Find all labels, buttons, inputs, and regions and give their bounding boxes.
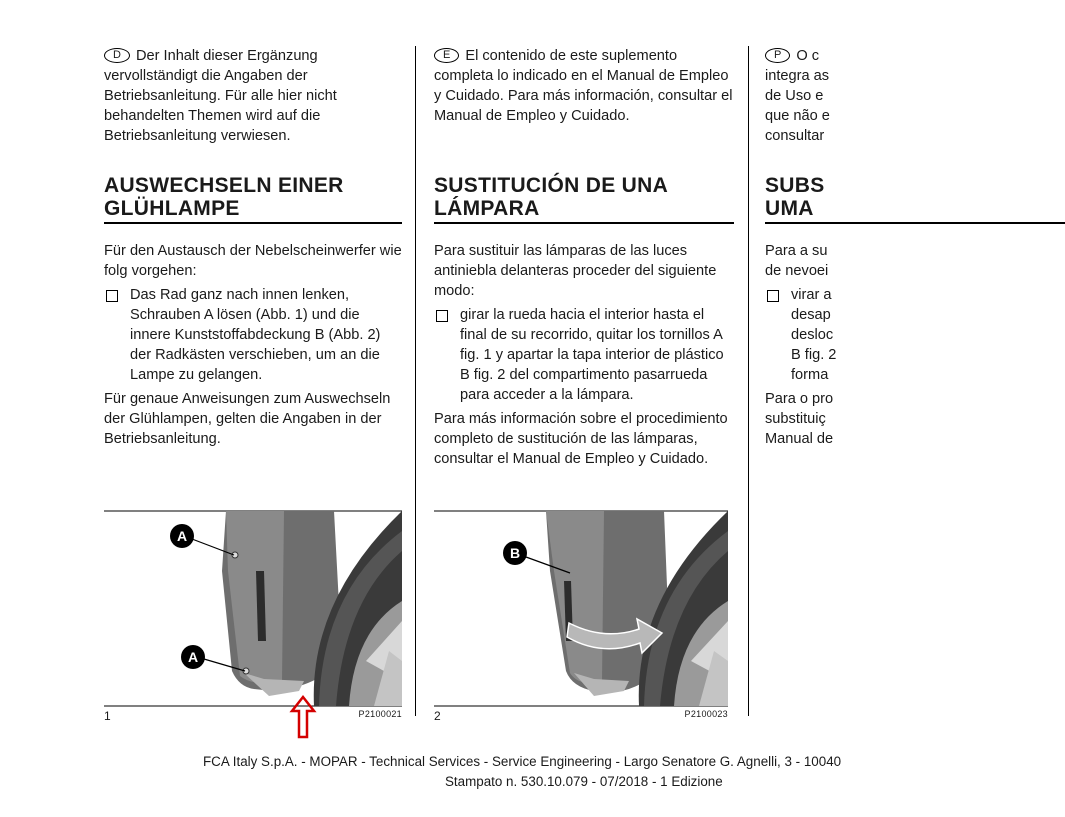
section-body	[104, 241, 402, 453]
callout-label: A	[187, 649, 199, 665]
callout-label: B	[509, 545, 521, 561]
column-portuguese	[765, 46, 1065, 447]
footer-print-line: Stampato n. 530.10.079 - 07/2018 - 1 Edizione	[445, 774, 723, 789]
intro-text: P O c integra as de Uso e que não e consultar	[765, 48, 830, 144]
figure-2	[434, 511, 728, 723]
figure-code: P2100021	[358, 709, 402, 719]
column-divider	[415, 46, 416, 716]
section-heading: SUSTITUCIÓN DE UNA LÁMPARA	[434, 174, 734, 224]
paragraph: Para sustituir las lámparas de las luces antiniebla delanteras proceder del siguiente modo:	[434, 243, 717, 299]
figure-number: 1	[104, 709, 111, 723]
intro-text: D Der Inhalt dieser Ergänzung vervollständigt die Angaben der Betriebsanleitung. Für alle hier nicht behandelten Themen wird auf die Betriebsanleitung verwiesen.	[104, 48, 337, 144]
list-item: girar la rueda hacia el interior hasta el final de su recorrido, quitar los tornillos A fig. 1 y apartar la tapa interior de plástico B fig. 2 del compartimento pasarrueda para acceder a la lámpara.	[434, 305, 734, 405]
up-arrow-icon	[290, 695, 316, 739]
section-body	[434, 241, 734, 473]
checkbox-bullet-icon	[767, 290, 779, 302]
list-item: Das Rad ganz nach innen lenken, Schrauben A lösen (Abb. 1) und die innere Kunststoffabdeckung B (Abb. 2) der Radkästen verschieben, um an die Lampe zu gelangen.	[104, 285, 402, 385]
column-german	[104, 46, 402, 723]
section-heading: SUBS UMA	[765, 174, 1065, 224]
wheel-arch-cover-illustration	[434, 511, 728, 706]
paragraph: Für den Austausch der Nebelscheinwerfer wie folg vorgehen:	[104, 243, 402, 279]
footer-company-line: FCA Italy S.p.A. - MOPAR - Technical Services - Service Engineering - Largo Senatore G. Agnelli, 3 - 10040	[203, 754, 842, 769]
column-divider	[748, 46, 749, 716]
figure-1	[104, 511, 402, 723]
figure-code: P2100023	[684, 709, 728, 719]
callout-label: A	[176, 528, 188, 544]
paragraph: Für genaue Anweisungen zum Auswechseln der Glühlampen, gelten die Angaben in der Betriebsanleitung.	[104, 391, 391, 447]
section-heading: AUSWECHSELN EINER GLÜHLAMPE	[104, 174, 402, 224]
language-badge: P	[765, 48, 790, 63]
wheel-arch-screws-illustration	[104, 511, 402, 706]
paragraph: Para más información sobre el procedimiento completo de sustitución de las lámparas, consultar el Manual de Empleo y Cuidado.	[434, 411, 728, 467]
column-spanish	[434, 46, 734, 723]
section-body: Para a su de nevoei virar a desap desloc B fig. 2 forma Para o pro substituiç Manual de	[765, 241, 1065, 449]
language-badge: E	[434, 48, 459, 63]
checkbox-bullet-icon	[106, 290, 118, 302]
list-item: virar a desap desloc B fig. 2 forma	[765, 285, 1065, 385]
figure-number: 2	[434, 709, 441, 723]
checkbox-bullet-icon	[436, 310, 448, 322]
intro-text: E El contenido de este suplemento completa lo indicado en el Manual de Empleo y Cuidado. Para más información, consultar el Manual de Empleo y Cuidado.	[434, 48, 733, 124]
language-badge: D	[104, 48, 130, 63]
